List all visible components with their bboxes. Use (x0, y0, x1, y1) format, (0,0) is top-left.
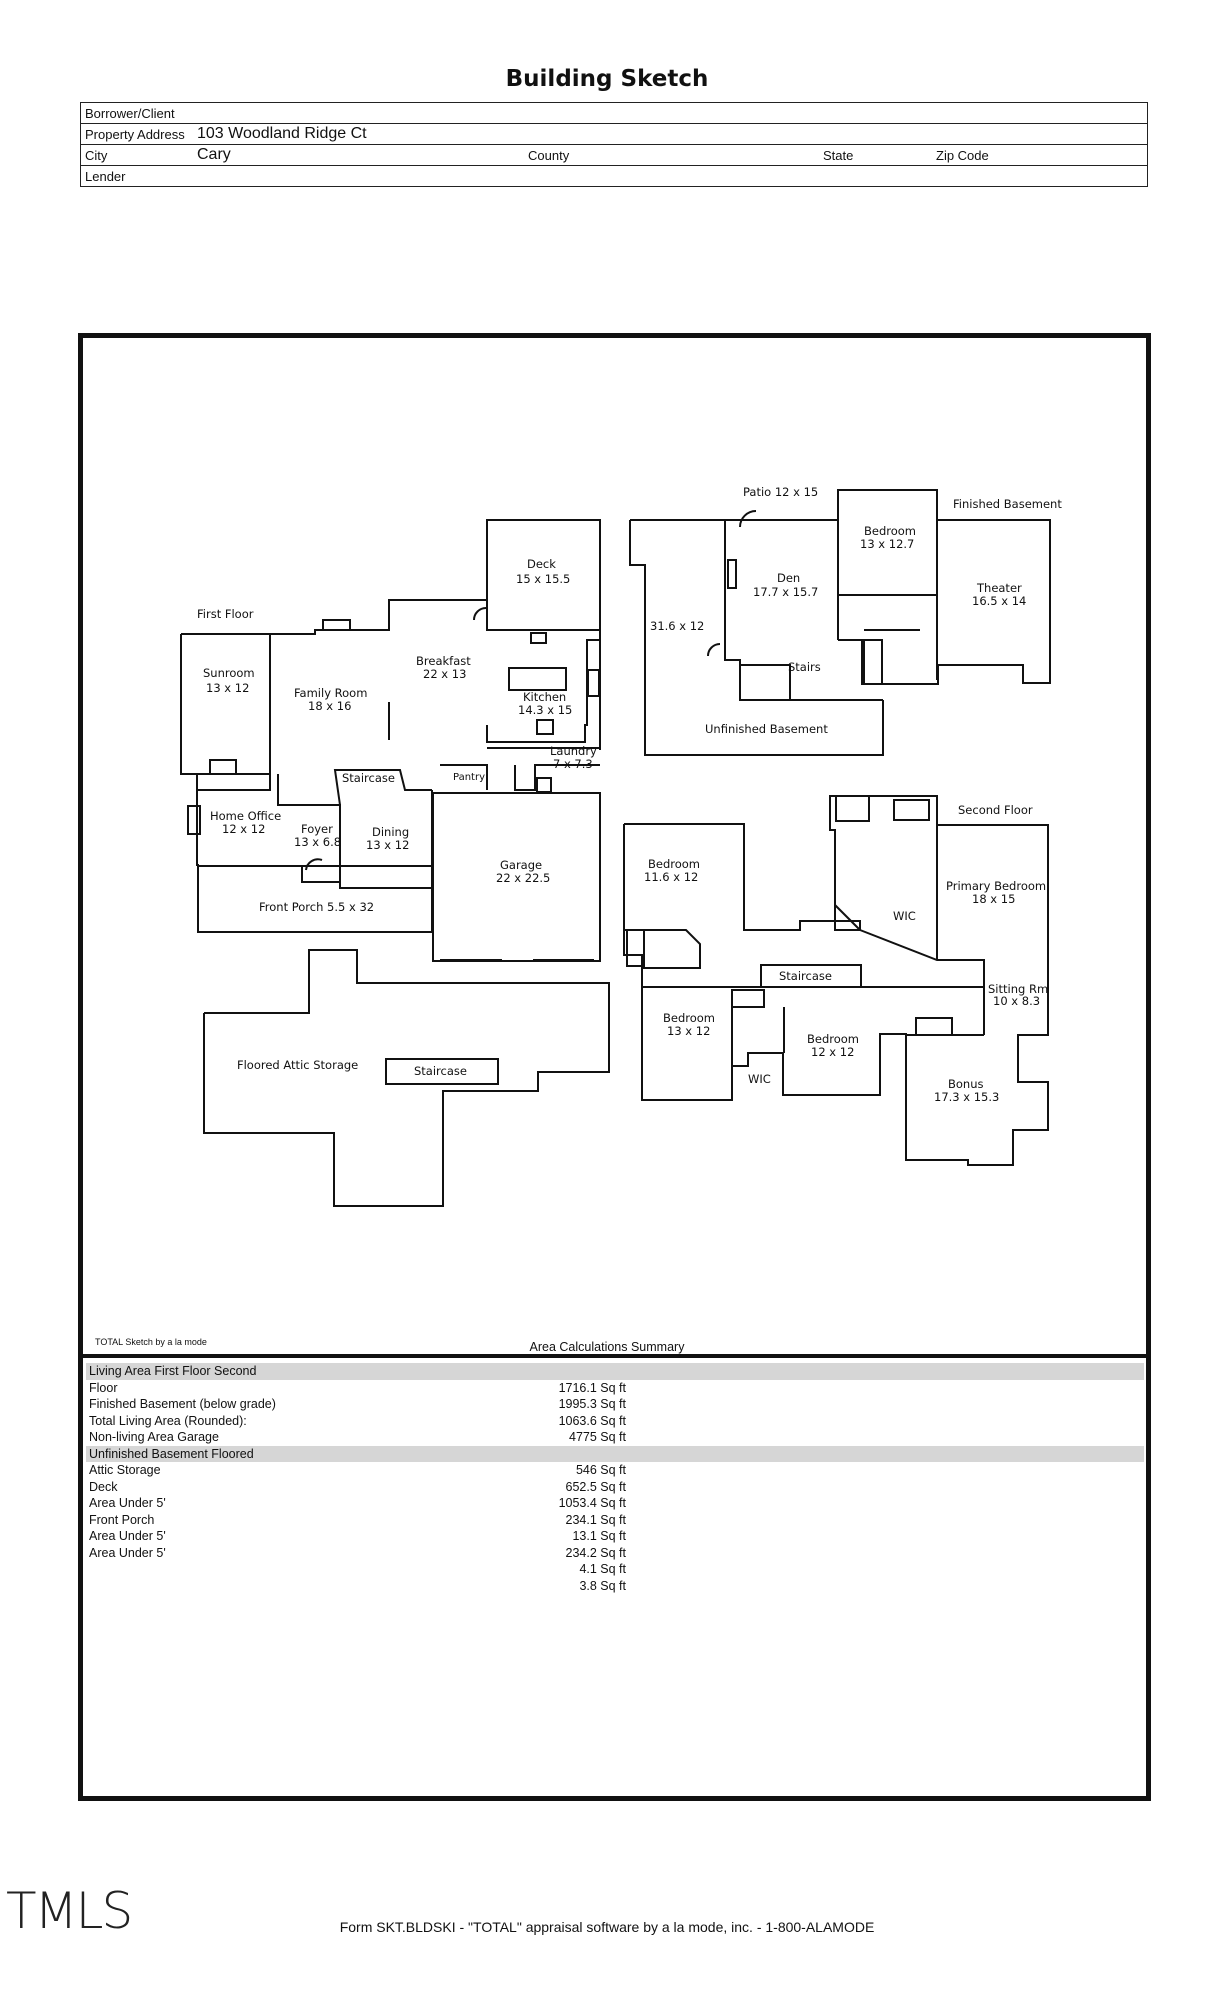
label-den-dim: 17.7 x 15.7 (753, 585, 819, 599)
label-pantry: Pantry (453, 772, 485, 783)
summary-row-label: Non-living Area Garage (89, 1430, 219, 1444)
label-basement-bedroom-dim: 13 x 12.7 (860, 537, 915, 551)
label-deck-dim: 15 x 15.5 (516, 572, 571, 586)
label-family-room-dim: 18 x 16 (308, 699, 352, 713)
summary-row-label: Front Porch (89, 1512, 155, 1527)
label-bedroom-c: Bedroom (807, 1032, 860, 1046)
summary-row-value: 652.5 Sq ft (565, 1479, 626, 1494)
summary-row (86, 1561, 1144, 1578)
label-stairs: Stairs (788, 660, 821, 674)
label-primary-bedroom-dim: 18 x 15 (972, 892, 1016, 906)
label-breakfast-dim: 22 x 13 (423, 667, 467, 681)
label-dining-dim: 13 x 12 (366, 838, 410, 852)
summary-row-value: 546 Sq ft (575, 1463, 626, 1477)
summary-row-label: Finished Basement (below grade) (89, 1397, 276, 1411)
label-garage-dim: 22 x 22.5 (496, 871, 551, 885)
summary-row (86, 1429, 1144, 1446)
label-wic-2: WIC (748, 1072, 771, 1086)
city-label: City (85, 148, 108, 163)
summary-row-label: Area Under 5' (89, 1545, 166, 1560)
label-laundry: Laundry (550, 744, 597, 758)
borrower-label: Borrower/Client (85, 106, 175, 121)
summary-row-label: Unfinished Basement Floored (89, 1446, 254, 1461)
summary-row-value: 1053.4 Sq ft (558, 1496, 626, 1510)
zip-label: Zip Code (936, 148, 989, 163)
state-label: State (823, 148, 854, 163)
label-finished-basement: Finished Basement (953, 497, 1062, 511)
label-breakfast: Breakfast (416, 654, 471, 668)
label-attic-staircase: Staircase (414, 1064, 467, 1078)
label-home-office-dim: 12 x 12 (222, 822, 266, 836)
label-bedroom-b-dim: 13 x 12 (667, 1024, 711, 1038)
label-staircase-2: Staircase (779, 969, 832, 983)
summary-row (86, 1578, 1144, 1595)
label-unfinished-basement: Unfinished Basement (705, 722, 828, 736)
label-bedroom-b: Bedroom (663, 1011, 716, 1025)
summary-row-label: Living Area First Floor Second (89, 1364, 257, 1378)
label-deck: Deck (527, 557, 556, 571)
label-first-floor: First Floor (197, 607, 254, 621)
page-title: Building Sketch (505, 66, 709, 92)
summary-row-value: 1995.3 Sq ft (558, 1397, 626, 1411)
summary-row (86, 1495, 1144, 1512)
summary-row-label: Area Under 5' (89, 1529, 166, 1543)
summary-row-value: 4775 Sq ft (569, 1430, 626, 1444)
label-bedroom-c-dim: 12 x 12 (811, 1045, 855, 1059)
summary-row-value: 13.1 Sq ft (572, 1529, 626, 1543)
label-sitting-room-dim: 10 x 8.3 (993, 994, 1041, 1008)
summary-row-label: Floor (89, 1380, 118, 1395)
summary-row (86, 1446, 1144, 1463)
summary-row (86, 1479, 1144, 1496)
label-theater-dim: 16.5 x 14 (972, 594, 1027, 608)
label-attic: Floored Attic Storage (237, 1058, 359, 1072)
label-second-floor: Second Floor (958, 803, 1033, 817)
summary-row (86, 1545, 1144, 1562)
summary-row (86, 1512, 1144, 1529)
label-dining: Dining (372, 825, 410, 839)
label-kitchen-dim: 14.3 x 15 (518, 703, 573, 717)
summary-row (86, 1413, 1144, 1430)
label-basement-bedroom: Bedroom (864, 524, 917, 538)
label-primary-bedroom: Primary Bedroom (946, 879, 1047, 893)
label-foyer: Foyer (301, 822, 333, 836)
address-value: 103 Woodland Ridge Ct (197, 125, 367, 142)
label-bonus: Bonus (948, 1077, 984, 1091)
label-laundry-dim: 7 x 7.3 (553, 757, 593, 771)
sketch-credit: TOTAL Sketch by a la mode (95, 1337, 207, 1347)
label-basement-room: 31.6 x 12 (650, 619, 705, 633)
label-sunroom-dim: 13 x 12 (206, 681, 250, 695)
summary-row-value: 234.1 Sq ft (565, 1512, 626, 1527)
summary-row (86, 1462, 1144, 1479)
summary-row-label: Attic Storage (89, 1463, 161, 1477)
area-summary-title: Area Calculations Summary (529, 1340, 685, 1354)
label-bonus-dim: 17.3 x 15.3 (934, 1090, 1000, 1104)
basement-outline (630, 520, 883, 755)
summary-row-label: Area Under 5' (89, 1496, 166, 1510)
label-front-porch: Front Porch 5.5 x 32 (259, 900, 375, 914)
label-sitting-room: Sitting Rm (988, 982, 1049, 996)
address-label: Property Address (85, 127, 185, 142)
summary-row-value: 3.8 Sq ft (579, 1578, 626, 1593)
summary-row-label: Total Living Area (Rounded): (89, 1413, 247, 1428)
summary-row (86, 1363, 1144, 1380)
summary-row-value: 234.2 Sq ft (565, 1545, 626, 1560)
form-footer: Form SKT.BLDSKI - "TOTAL" appraisal software by a la mode, inc. - 1-800-ALAMODE (339, 1919, 875, 1935)
label-home-office: Home Office (210, 809, 282, 823)
label-staircase: Staircase (342, 771, 395, 785)
summary-row-value: 1716.1 Sq ft (558, 1380, 626, 1395)
summary-row (86, 1528, 1144, 1545)
label-bedroom-a-dim: 11.6 x 12 (644, 870, 699, 884)
label-den: Den (777, 571, 801, 585)
label-foyer-dim: 13 x 6.8 (294, 835, 342, 849)
summary-row-value: 4.1 Sq ft (579, 1562, 626, 1576)
label-garage: Garage (500, 858, 543, 872)
mls-watermark: TMLS (6, 1882, 132, 1940)
label-kitchen: Kitchen (523, 690, 567, 704)
lender-label: Lender (85, 169, 126, 184)
attic-outline (204, 950, 609, 1206)
label-patio: Patio 12 x 15 (743, 485, 819, 499)
summary-divider (78, 1354, 1151, 1358)
label-theater: Theater (977, 581, 1022, 595)
summary-row-value: 1063.6 Sq ft (558, 1413, 626, 1428)
county-label: County (528, 148, 570, 163)
summary-row-label: Deck (89, 1479, 118, 1494)
summary-row (86, 1396, 1144, 1413)
label-sunroom: Sunroom (203, 666, 255, 680)
label-family-room: Family Room (294, 686, 368, 700)
city-value: Cary (197, 146, 231, 163)
label-bedroom-a: Bedroom (648, 857, 701, 871)
summary-row (86, 1380, 1144, 1397)
area-summary-table (86, 1363, 1144, 1594)
label-wic: WIC (893, 909, 916, 923)
